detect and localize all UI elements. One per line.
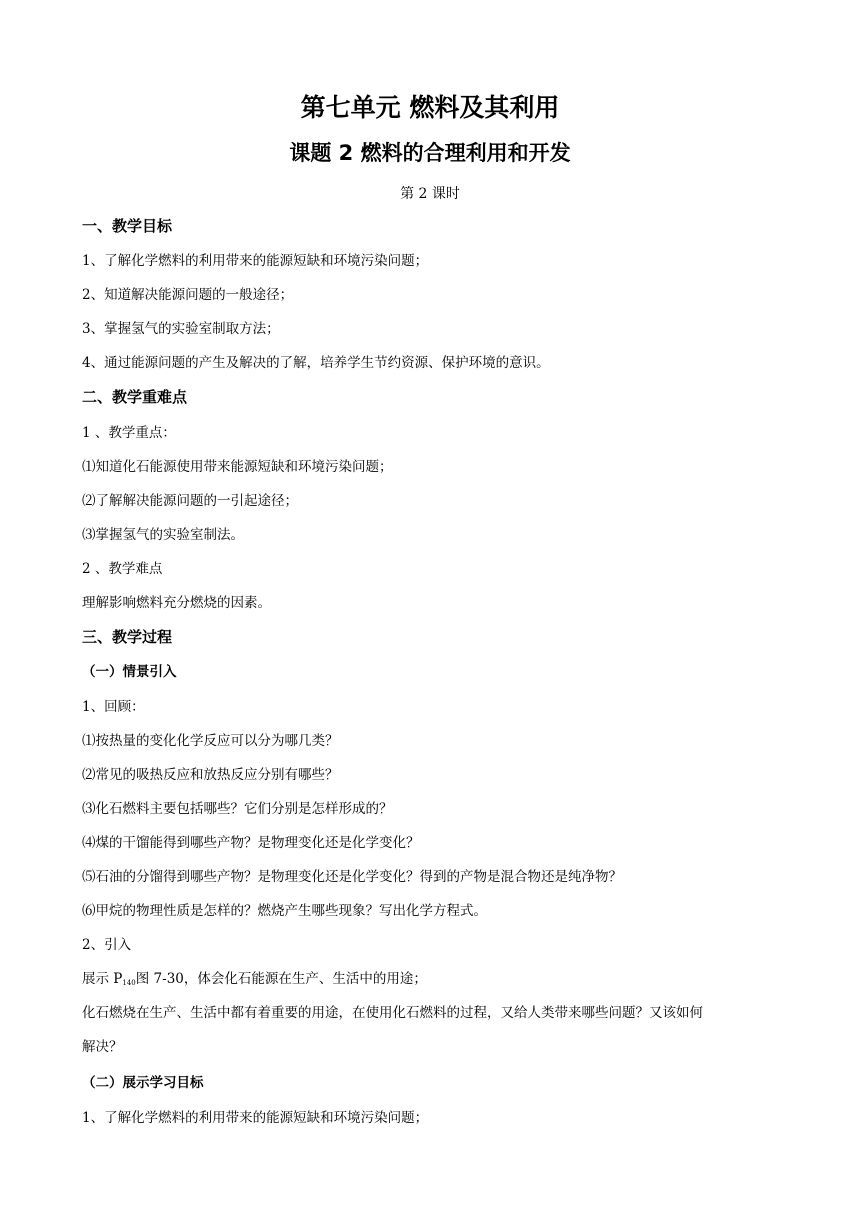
subsection-heading: （二）展示学习目标 — [82, 1075, 204, 1091]
key-point-item: ⑵了解解决能源问题的一引起途径； — [82, 493, 298, 509]
review-label: 1、回顾： — [82, 699, 145, 715]
goal-item: 1、了解化学燃料的利用带来的能源短缺和环境污染问题； — [82, 1110, 429, 1126]
review-item: ⑶化石燃料主要包括哪些？它们分别是怎样形成的？ — [82, 801, 393, 817]
section-heading-process: 三、教学过程 — [82, 628, 173, 646]
unit-title: 第七单元 燃料及其利用 — [300, 93, 560, 122]
key-point-item: ⑶掌握氢气的实验室制法。 — [82, 527, 244, 543]
section-heading-objectives: 一、教学目标 — [82, 217, 173, 235]
page-number-subscript: 140 — [122, 979, 136, 987]
objective-item: 4、通过能源问题的产生及解决的了解，培养学生节约资源、保护环境的意识。 — [82, 355, 550, 371]
difficulty-label: 2 、教学难点 — [82, 561, 163, 577]
show-figure-post: 图 7-30，体会化石能源在生产、生活中的用途； — [135, 971, 427, 987]
review-item: ⑴按热量的变化化学反应可以分为哪几类？ — [82, 733, 339, 749]
lesson-title: 课题 2 燃料的合理利用和开发 — [289, 141, 571, 165]
paragraph-line: 化石燃烧在生产、生活中都有着重要的用途，在使用化石燃料的过程，又给人类带来哪些问题？又该如何 — [82, 1005, 703, 1021]
show-figure-line — [82, 969, 782, 993]
subsection-heading: （一）情景引入 — [82, 664, 177, 680]
section-heading-key-points: 二、教学重难点 — [82, 388, 188, 406]
review-item: ⑸石油的分馏得到哪些产物？是物理变化还是化学变化？得到的产物是混合物还是纯净物？ — [82, 869, 622, 885]
key-point-item: ⑴知道化石能源使用带来能源短缺和环境污染问题； — [82, 459, 393, 475]
show-figure-pre: 展示 P — [82, 971, 123, 987]
review-item: ⑷煤的干馏能得到哪些产物？是物理变化还是化学变化？ — [82, 835, 420, 851]
objective-item: 2、知道解决能源问题的一般途径； — [82, 287, 294, 303]
objective-item: 3、掌握氢气的实验室制取方法； — [82, 321, 280, 337]
intro-label: 2、引入 — [82, 937, 132, 953]
review-item: ⑹甲烷的物理性质是怎样的？燃烧产生哪些现象？写出化学方程式。 — [82, 903, 487, 919]
period-label: 第 2 课时 — [400, 186, 460, 202]
objective-item: 1、了解化学燃料的利用带来的能源短缺和环境污染问题； — [82, 253, 429, 269]
review-item: ⑵常见的吸热反应和放热反应分别有哪些？ — [82, 767, 339, 783]
key-point-label: 1 、教学重点： — [82, 425, 176, 441]
difficulty-text: 理解影响燃料充分燃烧的因素。 — [82, 595, 271, 611]
paragraph-line: 解决？ — [82, 1039, 123, 1055]
